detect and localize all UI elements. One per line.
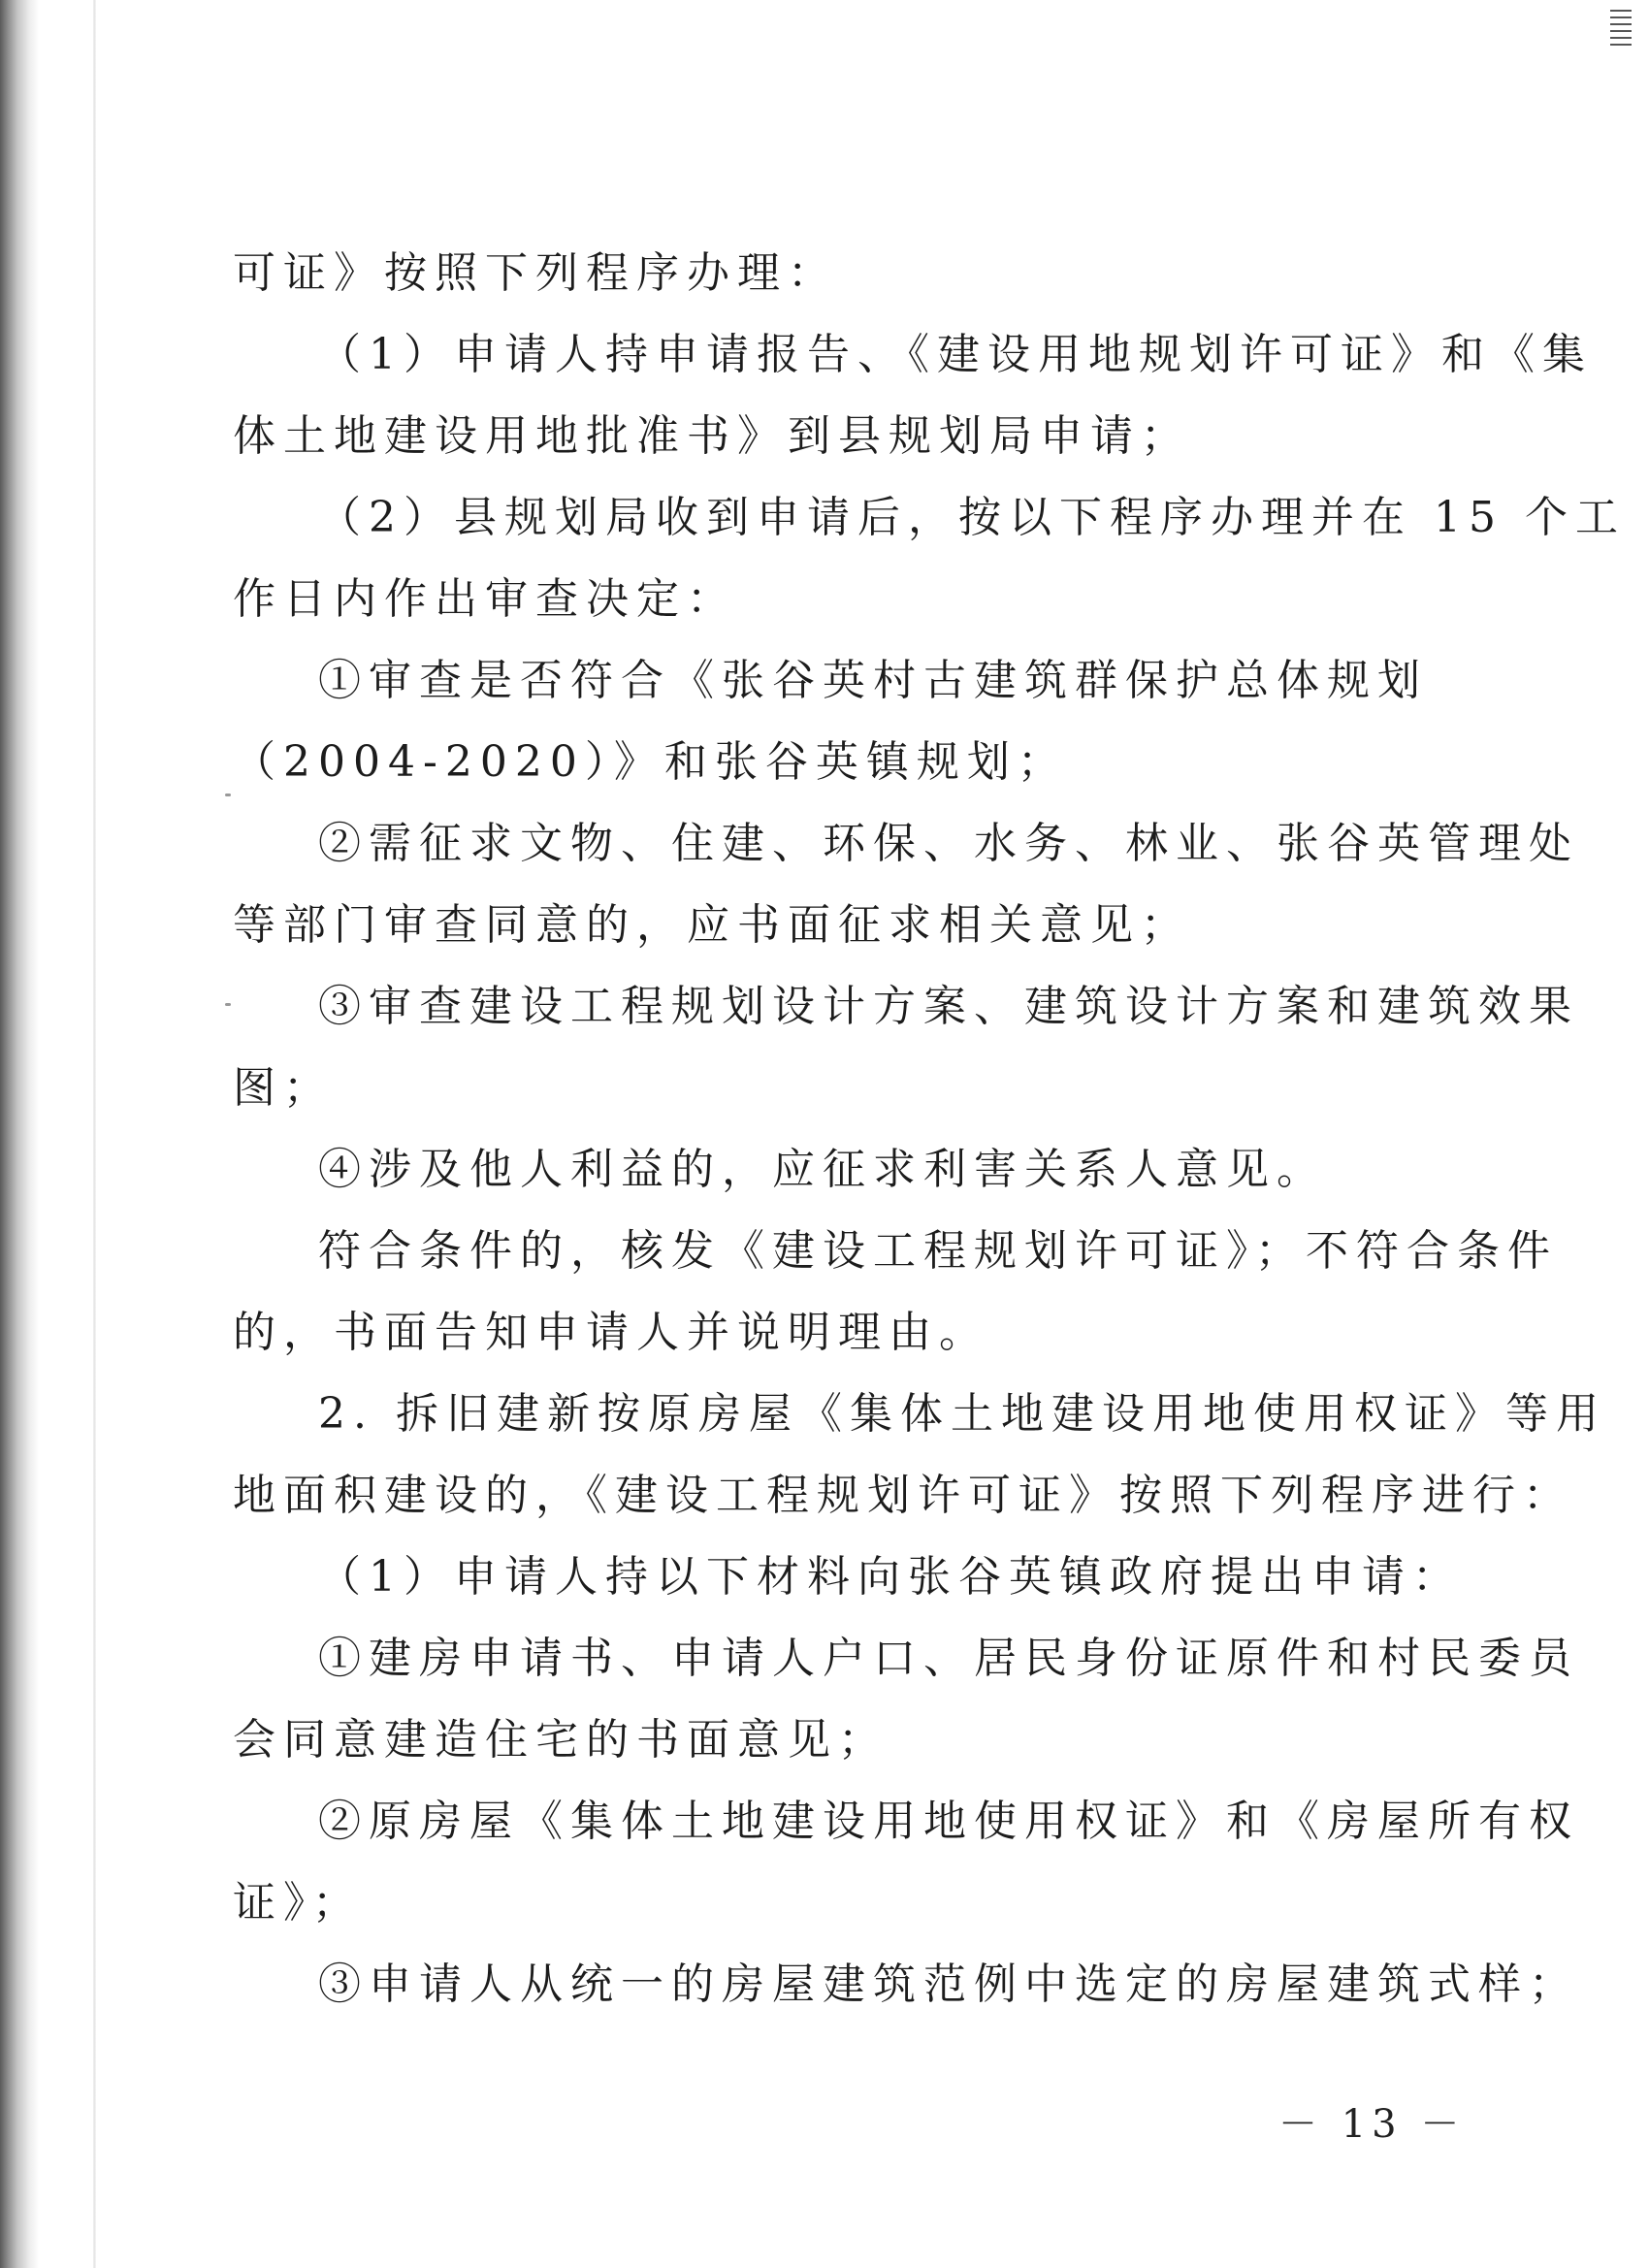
paragraph-line: 符合条件的，核发《建设工程规划许可证》；不符合条件 [318, 1226, 1558, 1276]
paragraph-line: 证》； [233, 1878, 363, 1928]
paragraph-line: ③审查建设工程规划设计方案、建筑设计方案和建筑效果 [318, 982, 1579, 1031]
paragraph-line: （2）县规划局收到申请后，按以下程序办理并在 15 个工 [318, 493, 1626, 542]
paragraph-line: 图； [233, 1063, 334, 1113]
paragraph-line: 体土地建设用地批准书》到县规划局申请； [233, 411, 1191, 461]
paragraph-line: ③申请人从统一的房屋建筑范例中选定的房屋建筑式样； [318, 1960, 1579, 2009]
paragraph-line: ④涉及他人利益的，应征求利害关系人意见。 [318, 1145, 1327, 1194]
corner-scan-mark [1610, 10, 1632, 66]
document-body [233, 233, 1626, 2025]
paragraph-line: （1）申请人持申请报告、《建设用地规划许可证》和《集 [318, 330, 1593, 379]
paragraph-line: 2. 拆旧建新按原房屋《集体土地建设用地使用权证》等用 [318, 1389, 1606, 1439]
paragraph-line: 地面积建设的，《建设工程规划许可证》按照下列程序进行： [233, 1471, 1573, 1520]
paragraph-line: 可证》按照下列程序办理： [233, 248, 838, 298]
scan-fold-line [93, 0, 96, 2268]
paragraph-line: ②原房屋《集体土地建设用地使用权证》和《房屋所有权 [318, 1797, 1579, 1846]
stray-dot [225, 1003, 231, 1006]
paragraph-line: ①建房申请书、申请人户口、居民身份证原件和村民委员 [318, 1634, 1579, 1683]
paragraph-line: ②需征求文物、住建、环保、水务、林业、张谷英管理处 [318, 819, 1579, 868]
paragraph-line: 作日内作出审查决定： [233, 574, 737, 624]
paragraph-line: ①审查是否符合《张谷英村古建筑群保护总体规划 [318, 656, 1428, 705]
paragraph-line: 会同意建造住宅的书面意见； [233, 1715, 889, 1765]
stray-dot [225, 794, 231, 796]
paragraph-line: （2004-2020）》和张谷英镇规划； [233, 737, 1068, 787]
paragraph-line: 的，书面告知申请人并说明理由。 [233, 1308, 989, 1357]
page-number: － 13 － [1278, 2102, 1466, 2147]
paragraph-line: 等部门审查同意的，应书面征求相关意见； [233, 900, 1191, 950]
paragraph-line: （1）申请人持以下材料向张谷英镇政府提出申请： [318, 1552, 1463, 1602]
scan-edge-shadow [0, 0, 39, 2268]
